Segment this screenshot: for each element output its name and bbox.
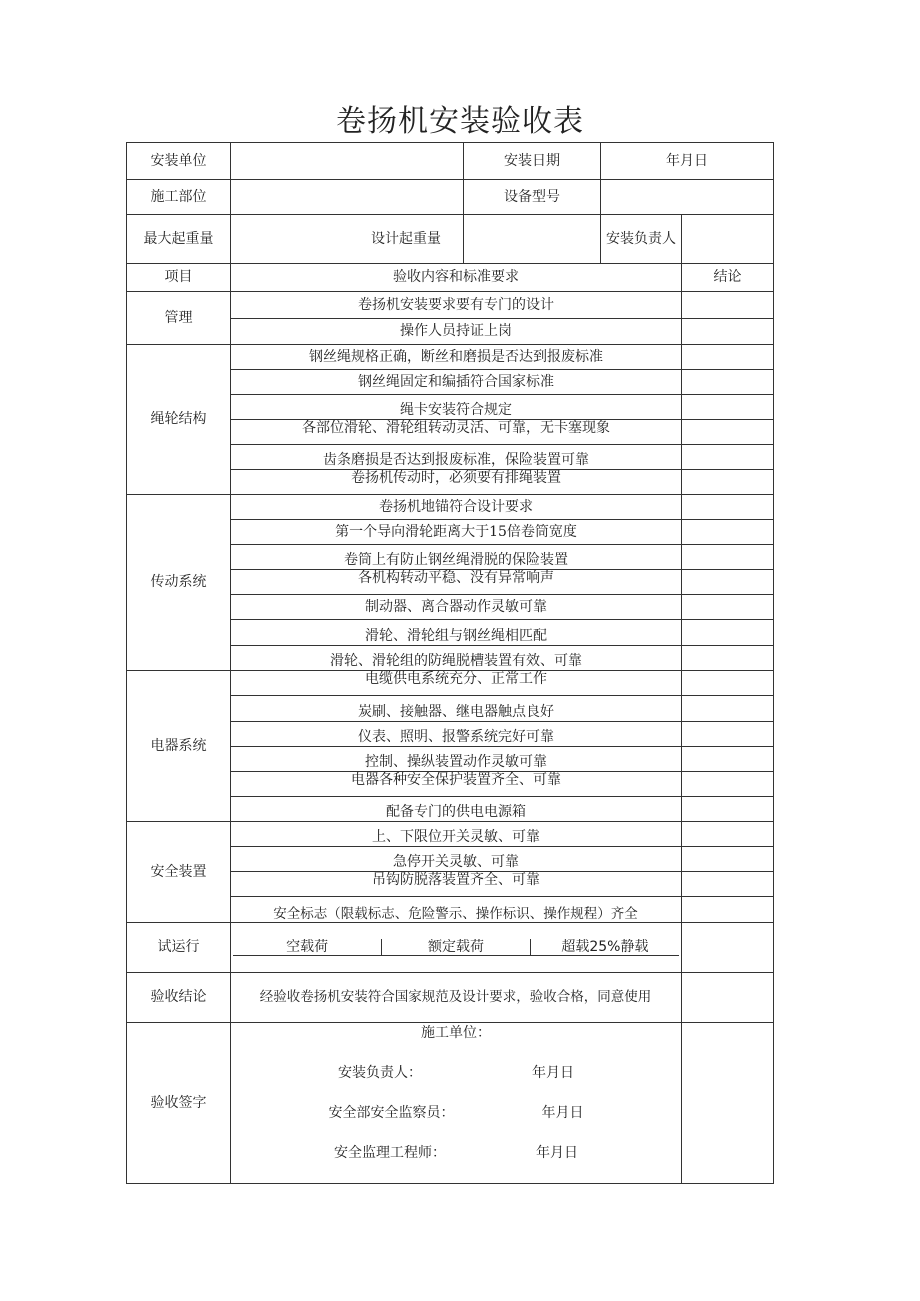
install-date-label: 安装日期: [464, 143, 601, 180]
trial-run-grid: [231, 923, 682, 973]
conclusion-cell[interactable]: [682, 973, 774, 1023]
install-manager-label: 安装负责人: [601, 215, 682, 264]
conclusion-cell[interactable]: [682, 671, 774, 696]
construction-part-field[interactable]: [231, 180, 464, 215]
check-item: 绳卡安装符合规定: [231, 395, 682, 420]
check-item: 各机构转动平稳、没有异常响声: [231, 570, 682, 595]
acceptance-conclusion-label: 验收结论: [127, 973, 231, 1023]
trial-rated-load-result[interactable]: [382, 956, 531, 957]
conclusion-cell[interactable]: [682, 395, 774, 420]
conclusion-cell[interactable]: [682, 897, 774, 923]
conclusion-cell[interactable]: [682, 696, 774, 722]
check-item: 卷扬机地锚符合设计要求: [231, 495, 682, 520]
acceptance-form: [126, 142, 774, 1184]
install-unit-field[interactable]: [231, 143, 464, 180]
signature-block: [231, 1023, 682, 1184]
conclusion-cell[interactable]: [682, 747, 774, 772]
conclusion-cell[interactable]: [682, 595, 774, 620]
conclusion-cell[interactable]: [682, 495, 774, 520]
check-item: 卷扬机传动时，必须要有排绳装置: [231, 470, 682, 495]
design-load-field[interactable]: [464, 215, 601, 264]
conclusion-cell[interactable]: [682, 545, 774, 570]
section-label-electrical: 电器系统: [127, 671, 231, 822]
acceptance-conclusion-text: 经验收卷扬机安装符合国家规范及设计要求，验收合格，同意使用: [231, 973, 682, 1023]
conclusion-cell[interactable]: [682, 445, 774, 470]
conclusion-cell[interactable]: [682, 822, 774, 847]
conclusion-cell[interactable]: [682, 872, 774, 897]
section-label-transmission: 传动系统: [127, 495, 231, 671]
check-item: 滑轮、滑轮组的防绳脱槽装置有效、可靠: [231, 646, 682, 671]
check-item: 上、下限位开关灵敏、可靠: [231, 822, 682, 847]
trial-overload-result[interactable]: [530, 956, 679, 957]
design-load-label: 设计起重量: [231, 215, 464, 264]
install-date-field[interactable]: 年月日: [601, 143, 774, 180]
signature-safety-engineer: 安全监理工程师： 年月日: [334, 1145, 578, 1161]
conclusion-cell[interactable]: [682, 345, 774, 370]
check-item: 安全标志（限载标志、危险警示、操作标识、操作规程）齐全: [231, 897, 682, 923]
check-item: 各部位滑轮、滑轮组转动灵活、可靠，无卡塞现象: [231, 420, 682, 445]
conclusion-cell[interactable]: [682, 923, 774, 973]
conclusion-cell[interactable]: [682, 1023, 774, 1184]
check-item: 电器各种安全保护装置齐全、可靠: [231, 772, 682, 797]
equipment-model-field[interactable]: [601, 180, 774, 215]
check-item: 急停开关灵敏、可靠: [231, 847, 682, 872]
check-item: 电缆供电系统充分、正常工作: [231, 671, 682, 696]
conclusion-cell[interactable]: [682, 520, 774, 545]
conclusion-cell[interactable]: [682, 319, 774, 345]
install-manager-field[interactable]: [682, 215, 774, 264]
section-label-safety: 安全装置: [127, 822, 231, 923]
conclusion-cell[interactable]: [682, 420, 774, 445]
conclusion-cell[interactable]: [682, 847, 774, 872]
check-item: 制动器、离合器动作灵敏可靠: [231, 595, 682, 620]
conclusion-cell[interactable]: [682, 620, 774, 646]
trial-run-label: 试运行: [127, 923, 231, 973]
conclusion-cell[interactable]: [682, 646, 774, 671]
page-title: 卷扬机安装验收表: [336, 104, 584, 139]
conclusion-cell[interactable]: [682, 570, 774, 595]
trial-rated-load-header: 额定载荷: [382, 939, 531, 956]
trial-overload-header: 超载25%静载: [530, 939, 679, 956]
section-label-management: 管理: [127, 292, 231, 345]
column-header-item: 项目: [127, 264, 231, 292]
install-unit-label: 安装单位: [127, 143, 231, 180]
check-item: 控制、操纵装置动作灵敏可靠: [231, 747, 682, 772]
conclusion-cell[interactable]: [682, 370, 774, 395]
check-item: 操作人员持证上岗: [231, 319, 682, 345]
signature-construction-unit: 施工单位：: [421, 1025, 491, 1041]
conclusion-cell[interactable]: [682, 722, 774, 747]
signature-label: 验收签字: [127, 1023, 231, 1184]
construction-part-label: 施工部位: [127, 180, 231, 215]
check-item: 卷扬机安装要求要有专门的设计: [231, 292, 682, 319]
check-item: 卷筒上有防止钢丝绳滑脱的保险装置: [231, 545, 682, 570]
trial-no-load-result[interactable]: [233, 956, 382, 957]
conclusion-cell[interactable]: [682, 772, 774, 797]
check-item: 吊钩防脱落装置齐全、可靠: [231, 872, 682, 897]
signature-install-manager: 安装负责人： 年月日: [338, 1065, 574, 1081]
signature-safety-inspector: 安全部安全监察员： 年月日: [328, 1105, 584, 1121]
conclusion-cell[interactable]: [682, 797, 774, 822]
conclusion-cell[interactable]: [682, 292, 774, 319]
check-item: 钢丝绳规格正确，断丝和磨损是否达到报废标准: [231, 345, 682, 370]
check-item: 配备专门的供电电源箱: [231, 797, 682, 822]
trial-no-load-header: 空载荷: [233, 939, 382, 956]
check-item: 齿条磨损是否达到报废标准，保险装置可靠: [231, 445, 682, 470]
check-item: 炭刷、接触器、继电器触点良好: [231, 696, 682, 722]
check-item: 仪表、照明、报警系统完好可靠: [231, 722, 682, 747]
column-header-conclusion: 结论: [682, 264, 774, 292]
conclusion-cell[interactable]: [682, 470, 774, 495]
equipment-model-label: 设备型号: [464, 180, 601, 215]
column-header-content: 验收内容和标准要求: [231, 264, 682, 292]
max-load-label: 最大起重量: [127, 215, 231, 264]
section-label-rope-pulley: 绳轮结构: [127, 345, 231, 495]
check-item: 滑轮、滑轮组与钢丝绳相匹配: [231, 620, 682, 646]
check-item: 第一个导向滑轮距离大于15倍卷筒宽度: [231, 520, 682, 545]
check-item: 钢丝绳固定和编插符合国家标准: [231, 370, 682, 395]
